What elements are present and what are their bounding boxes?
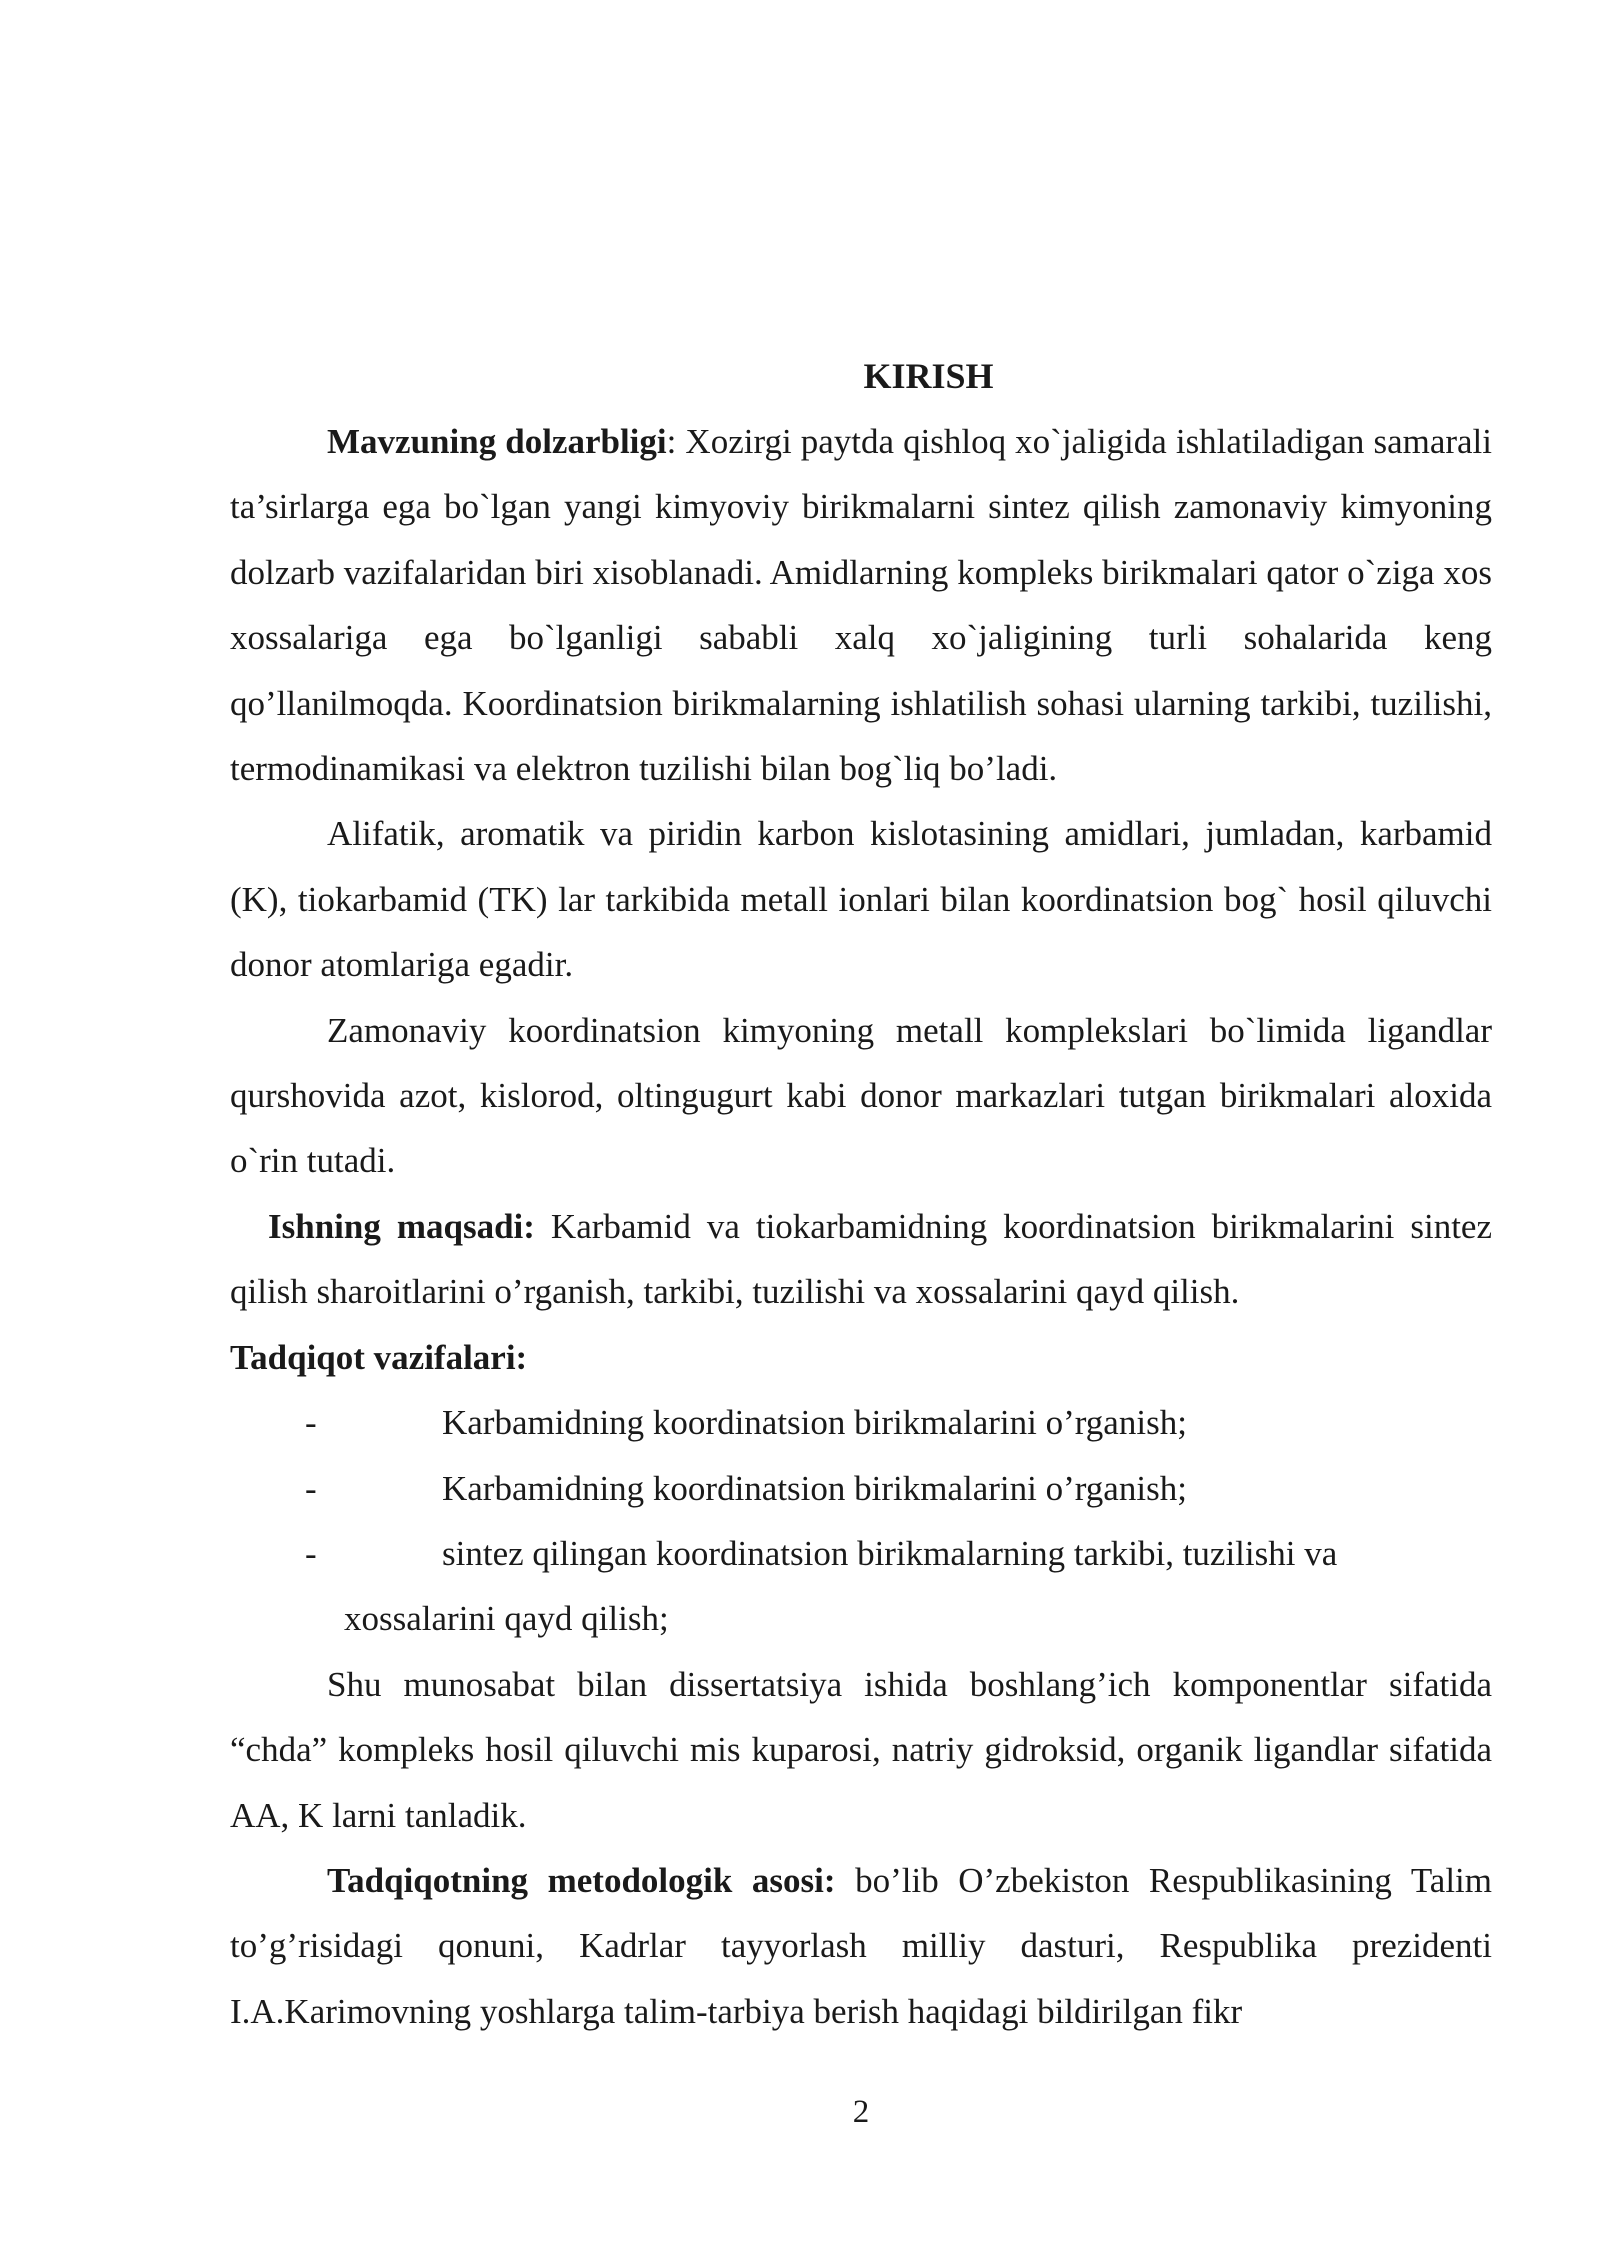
paragraph-goal: [230, 1194, 1492, 1325]
paragraph-amides: Alifatik, aromatik va piridin karbon kislotasining amidlari, jumladan, karbamid (K), tiokarbamid (TK) lar tarkibida metall ionlari bilan koordinatsion bog` hosil qiluvchi donor atomlariga egadir.: [230, 814, 1492, 985]
list-item: [230, 1456, 1492, 1521]
methodology-label: Tadqiqotning metodologik asosi:: [327, 1860, 836, 1900]
list-item-text: sintez qilingan koordinatsion birikmalarning tarkibi, tuzilishi va: [442, 1533, 1338, 1573]
paragraph-modern-chemistry: Zamonaviy koordinatsion kimyoning metall komplekslari bo`limida ligandlar qurshovida azot, kislorod, oltingugurt kabi donor markazlari tutgan birikmalari aloxida o`rin tutadi.: [230, 1010, 1492, 1181]
goal-label: Ishning maqsadi:: [268, 1206, 535, 1246]
list-dash: -: [305, 1468, 317, 1508]
page-number: 2: [852, 2094, 870, 2130]
section-title: KIRISH: [863, 356, 994, 396]
methodology-text: bo’lib O’zbekiston Respublikasining Talim to’g’risidagi qonuni, Kadrlar tayyorlash milliy dasturi, Respublika prezidenti I.A.Karimovning yoshlarga talim-tarbiya berish haqidagi bildirilgan fikr: [230, 1860, 1492, 2031]
relevance-text: Xozirgi paytda qishloq xo`jaligida ishlatiladigan samarali ta’sirlarga ega bo`lgan yangi kimyoviy birikmalarni sintez qilish zamonaviy kimyoning dolzarb vazifalaridan biri xisoblanadi. Amidlarning kompleks birikmalari qator o`ziga xos xossalariga ega bo`lganligi sababli xalq xo`jaligining turli sohalarida keng qo’llanilmoqda. Koordinatsion birikmalarning ishlatilish sohasi ularning tarkibi, tuzilishi, termodinamikasi va elektron tuzilishi bilan bog`liq bo’ladi.: [230, 422, 1493, 789]
list-dash: -: [305, 1533, 317, 1573]
document-page: [230, 344, 1492, 2044]
tasks-heading: Tadqiqot vazifalari:: [230, 1337, 528, 1377]
list-item-text: Karbamidning koordinatsion birikmalarini o’rganish;: [442, 1403, 1187, 1443]
list-item: [230, 1390, 1492, 1455]
list-item-text: Karbamidning koordinatsion birikmalarini o’rganish;: [442, 1468, 1187, 1508]
relevance-colon: :: [666, 422, 677, 461]
paragraph-methodology: [230, 1848, 1492, 2044]
paragraph-components: Shu munosabat bilan dissertatsiya ishida boshlang’ich komponentlar sifatida “chda” kompleks hosil qiluvchi mis kuparosi, natriy gidroksid, organik ligandlar sifatida AA, K larni tanladik.: [230, 1664, 1492, 1835]
list-dash: -: [305, 1403, 317, 1443]
goal-text: Karbamid va tiokarbamidning koordinatsion birikmalarini sintez qilish sharoitlarini o’rganish, tarkibi, tuzilishi va xossalarini qayd qilish.: [230, 1206, 1492, 1312]
list-item: [230, 1521, 1492, 1652]
paragraph-relevance: [230, 409, 1492, 801]
list-item-continuation: xossalarini qayd qilish;: [344, 1599, 669, 1639]
relevance-label: Mavzuning dolzarbligi: [327, 422, 667, 461]
